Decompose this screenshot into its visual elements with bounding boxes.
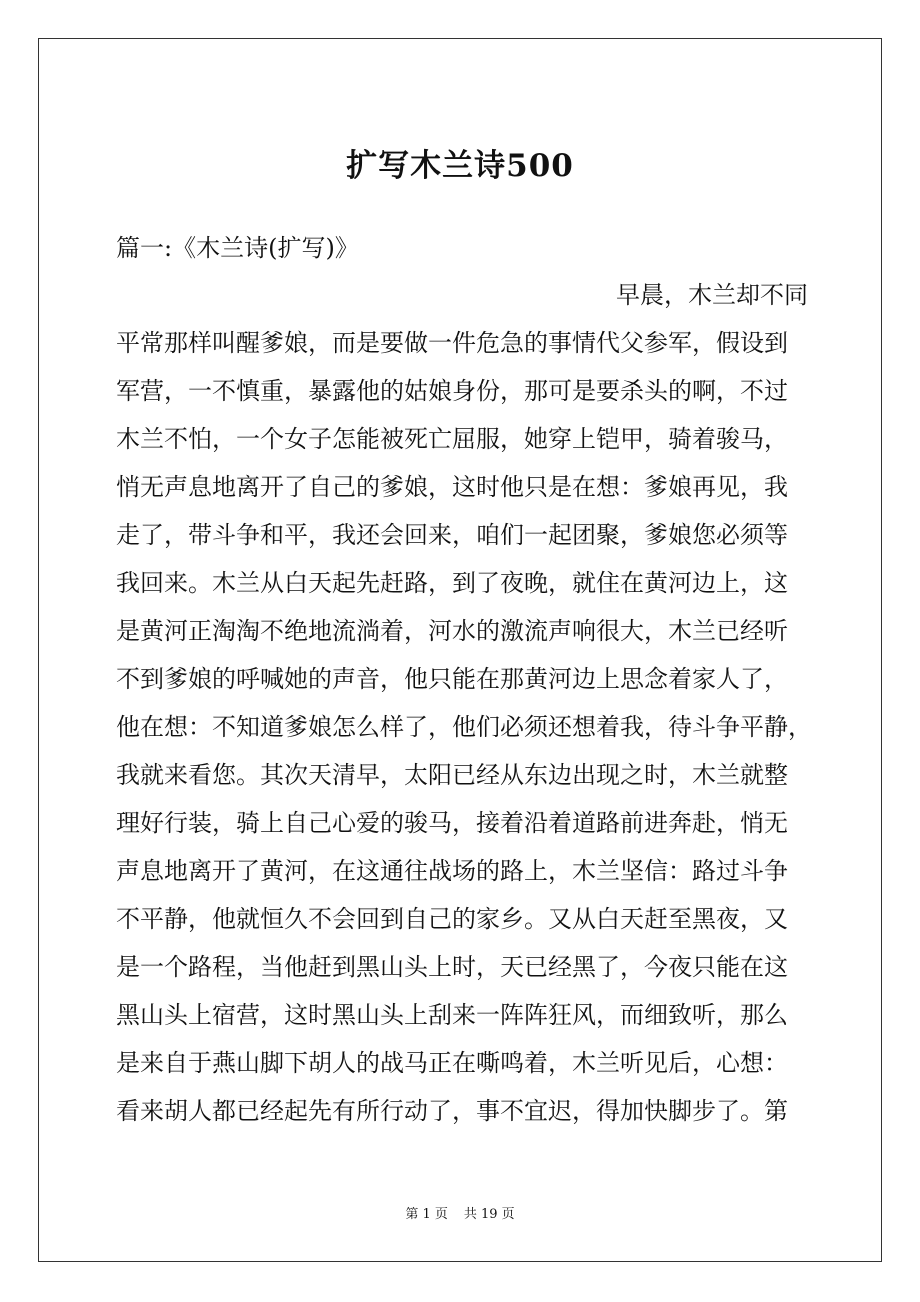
body-line: 理好行装，骑上自己心爱的骏马，接着沿着道路前进奔赴，悄无 (116, 809, 788, 837)
body-line: 是来自于燕山脚下胡人的战马正在嘶鸣着，木兰听见后，心想： (116, 1049, 788, 1077)
body-line: 看来胡人都已经起先有所行动了，事不宜迟，得加快脚步了。第 (116, 1097, 788, 1125)
body-line: 木兰不怕，一个女子怎能被死亡屈服，她穿上铠甲，骑着骏马， (116, 425, 788, 453)
body-line: 平常那样叫醒爹娘，而是要做一件危急的事情代父参军，假设到 (116, 329, 788, 357)
body-line: 声息地离开了黄河，在这通往战场的路上，木兰坚信：路过斗争 (116, 857, 788, 885)
body-line: 是黄河正淘淘不绝地流淌着，河水的激流声响很大，木兰已经听 (116, 617, 788, 645)
page-total: 共 19 页 (463, 1207, 515, 1222)
body-line: 我回来。木兰从白天起先赶路，到了夜晚，就住在黄河边上，这 (116, 569, 788, 597)
body-line: 军营，一不慎重，暴露他的姑娘身份，那可是要杀头的啊，不过 (116, 377, 788, 405)
body-line: 黑山头上宿营，这时黑山头上刮来一阵阵狂风，而细致听，那么 (116, 1001, 788, 1029)
body-line: 走了，带斗争和平，我还会回来，咱们一起团聚，爹娘您必须等 (116, 521, 788, 549)
body-line: 早晨，木兰却不同 (616, 281, 808, 309)
body-line: 不平静，他就恒久不会回到自己的家乡。又从白天赶至黑夜，又 (116, 905, 788, 933)
page-number: 第 1 页 (405, 1207, 448, 1222)
body-line: 不到爹娘的呼喊她的声音，他只能在那黄河边上思念着家人了， (116, 665, 788, 693)
page-footer (0, 1206, 920, 1224)
section-heading: 篇一:《木兰诗(扩写)》 (116, 234, 359, 262)
body-line: 我就来看您。其次天清早，太阳已经从东边出现之时，木兰就整 (116, 761, 788, 789)
body-line: 悄无声息地离开了自己的爹娘，这时他只是在想：爹娘再见，我 (116, 473, 788, 501)
document-title: 扩写木兰诗500 (346, 148, 574, 184)
body-line: 他在想：不知道爹娘怎么样了，他们必须还想着我，待斗争平静， (116, 713, 812, 741)
body-line: 是一个路程，当他赶到黑山头上时，天已经黑了，今夜只能在这 (116, 953, 788, 981)
